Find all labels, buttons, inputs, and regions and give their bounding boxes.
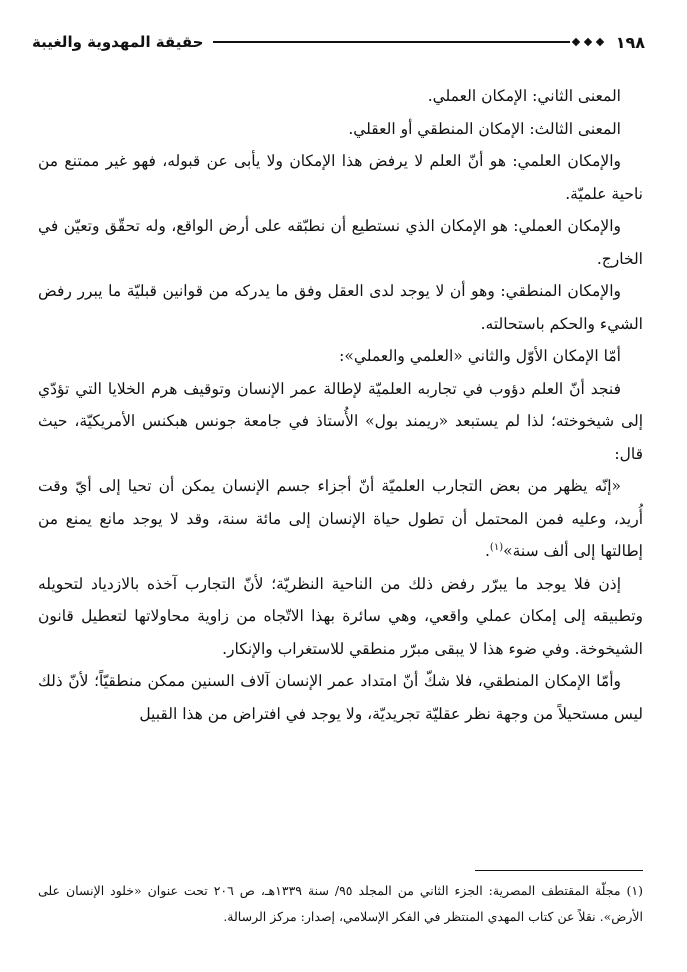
footnote-separator xyxy=(475,870,643,871)
running-title: حقيقة المهدوية والغيبة xyxy=(32,33,204,51)
paragraph: إذن فلا يوجد ما يبرّر رفض ذلك من الناحية النظريّة؛ لأنّ التجارب آخذه بالازدياد لتحويله وتطبيقه إلى إمكان عملي واقعي، وهي سائرة بهذا الاتّجاه من زاوية محاولاتها لتعطيل قانون الشيخوخة. وفي ضوء هذا لا يبقى مبرّر منطقي للاستغراب والإنكار. xyxy=(38,574,643,658)
page-header xyxy=(32,30,645,54)
paragraph: والإمكان العملي: هو الإمكان الذي نستطيع أن نطبّقه على أرض الواقع، وله تحقّق وتعيّن في الخارج. xyxy=(38,217,643,268)
page-body xyxy=(38,80,643,730)
paragraph: فنجد أنّ العلم دؤوب في تجاربه العلميّة لإطالة عمر الإنسان وتوقيف هرم الخلايا التي تؤدّي إلى شيخوخته؛ لذا لم يستبعد «ريمند بول» الأُستاذ في جامعة جونس هبكنس الأمريكيّة، حيث قال: xyxy=(38,379,643,463)
diamond-ornament-icon xyxy=(571,38,579,46)
footnote: (١) مجلّة المقتطف المصرية: الجزء الثاني من المجلد ٩٥/ سنة ١٣٣٩هـ، ص ٢٠٦ تحت عنوان «خلود الإنسان على الأرض». نقلاً عن كتاب المهدي المنتظر في الفكر الإسلامي، إصدار: مركز الرسالة. xyxy=(38,883,644,924)
paragraph: وأمّا الإمكان المنطقي، فلا شكّ أنّ امتداد عمر الإنسان آلاف السنين ممكن منطقيّاً؛ لأنّ ذلك ليس مستحيلاً من وجهة نظر عقليّة تجريديّة، ولا يوجد في افتراض من هذا القبيل xyxy=(38,672,643,723)
diamond-ornament-icon xyxy=(595,38,603,46)
diamond-ornament-icon xyxy=(583,38,591,46)
page-number: ١٩٨ xyxy=(615,32,645,52)
quote-paragraph xyxy=(38,470,643,568)
paragraph: المعنى الثاني: الإمكان العملي. xyxy=(427,87,621,105)
footnote-marker[interactable]: (١) xyxy=(489,541,504,553)
paragraph: والإمكان العلمي: هو أنّ العلم لا يرفض هذا الإمكان ولا يأبى عن قبوله، فهو غير ممتنع من ناحية علميّة. xyxy=(38,152,643,203)
paragraph: والإمكان المنطقي: وهو أن لا يوجد لدى العقل وفق ما يدركه من قوانين قبليّة ما يبرر رفض الشيء والحكم باستحالته. xyxy=(38,282,643,333)
header-ornament xyxy=(213,39,605,45)
header-rule xyxy=(213,41,569,43)
quote-end: . xyxy=(484,542,490,560)
paragraph: أمّا الإمكان الأوّل والثاني «العلمي والعملي»: xyxy=(339,347,621,365)
quote-text: «إنّه يظهر من بعض التجارب العلميّة أنّ أجزاء جسم الإنسان يمكن أن تحيا إلى أيّ وقت أُريد، وعليه فمن المحتمل أن تطول حياة الإنسان إلى مائة سنة، وقد لا يوجد مانع يمنع من إطالتها إلى ألف سنة» xyxy=(38,477,643,560)
paragraph: المعنى الثالث: الإمكان المنطقي أو العقلي. xyxy=(348,119,621,138)
